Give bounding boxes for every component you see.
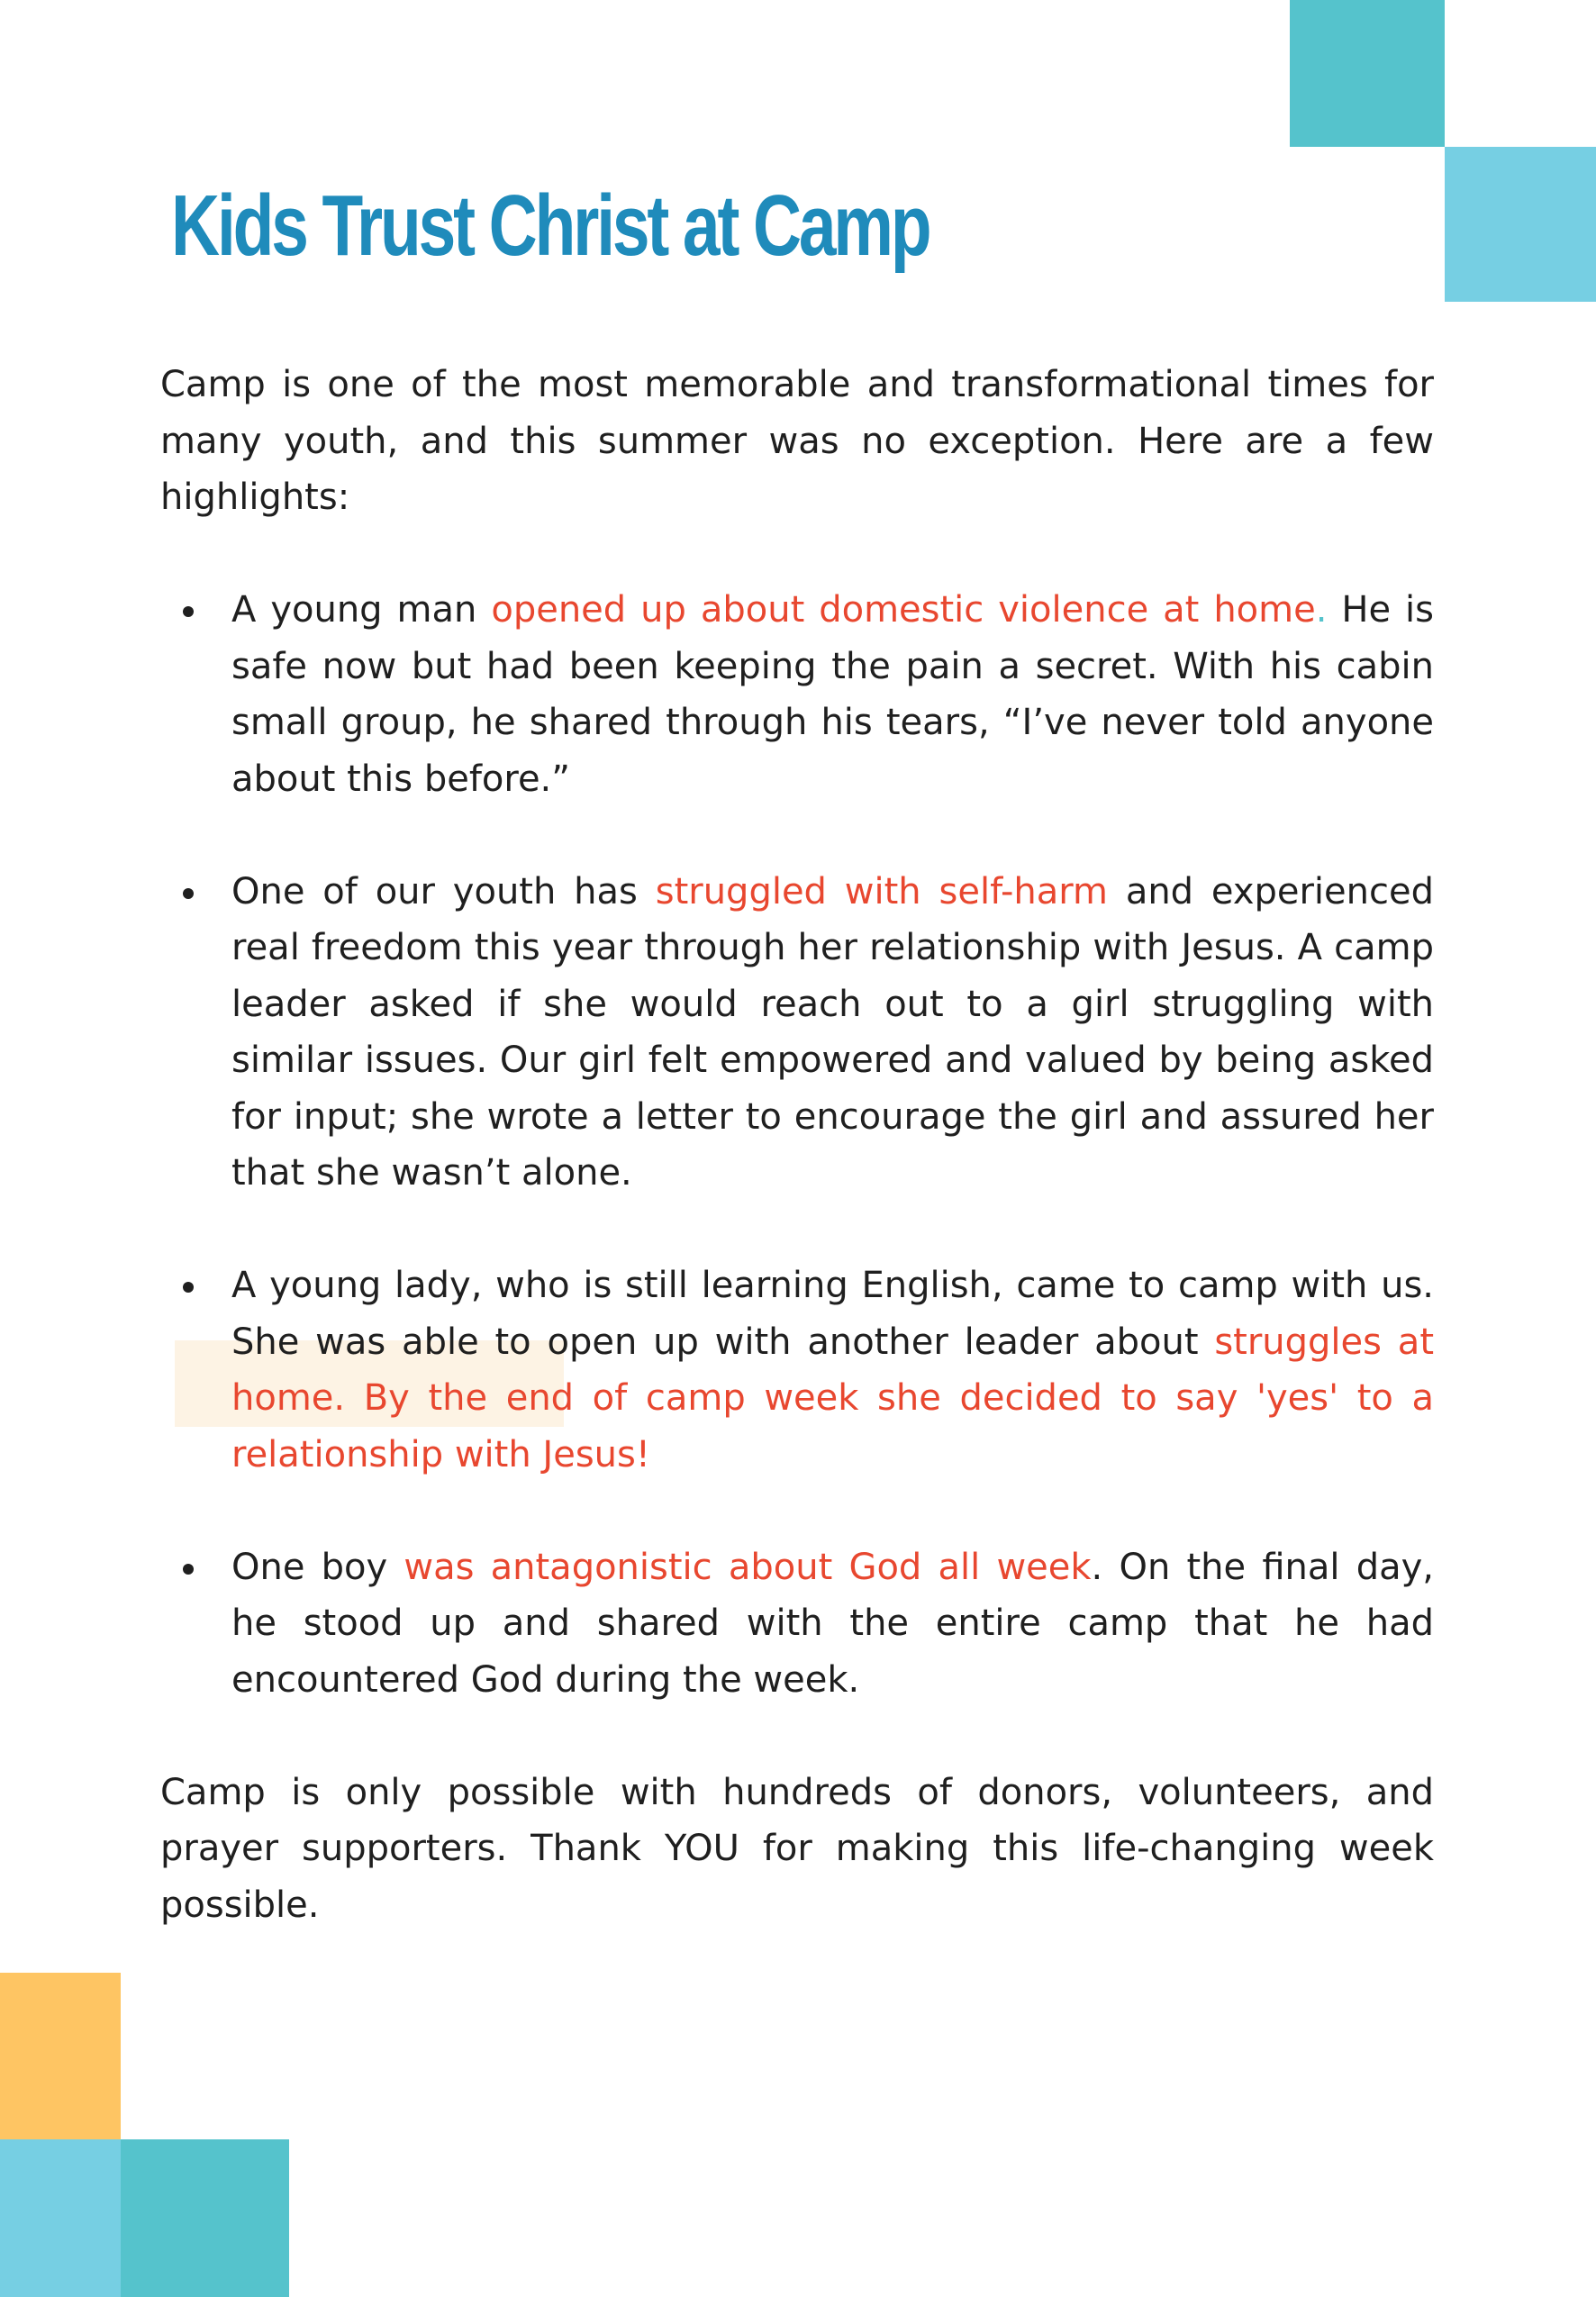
intro-paragraph: Camp is one of the most memorable and transformational times for many youth, and this summer was no exception. Here are a few highlights: [160,364,1434,518]
decor-square-blue-top [1445,147,1596,302]
highlight-emphasis: struggled with self-harm [655,870,1108,912]
highlight-emphasis: was antagonistic about God all week [404,1546,1092,1588]
article-body [160,357,1434,1933]
highlight-emphasis: opened up about domestic violence at home [491,589,1316,631]
highlight-item: A young lady, who is still learning English, came to camp with us. She was able to open up with another leader about struggles at home. By the end of camp week she decided to say 'yes' to a relationship with Jesus! [160,1257,1434,1483]
highlight-emphasis: struggles at home. By the end of camp week she decided to say 'yes' to a relationship with Jesus! [231,1321,1435,1475]
decor-square-teal-bottom [121,2139,289,2297]
highlight-item: One boy was antagonistic about God all week. On the final day, he stood up and shared with the entire camp that he had encountered God during the week. [160,1539,1434,1709]
decor-square-blue-bottom [0,2139,121,2297]
page-title: Kids Trust Christ at Camp [171,177,929,274]
highlight-item: A young man opened up about domestic violence at home. He is safe now but had been keeping the pain a secret. With his cabin small group, he shared through his tears, “I’ve never told anyone about this before.” [160,582,1434,807]
decor-square-yellow-bottom [0,1973,121,2139]
decor-square-teal-top [1290,0,1445,147]
highlight-item: One of our youth has struggled with self-harm and experienced real freedom this year through her relationship with Jesus. A camp leader asked if she would reach out to a girl struggling with similar issues. Our girl felt empowered and valued by being asked for input; she wrote a letter to encourage the girl and assured her that she wasn’t alone. [160,864,1434,1202]
closing-paragraph: Camp is only possible with hundreds of donors, volunteers, and prayer supporters. Thank YOU for making this life-changing week possible. [160,1771,1434,1926]
highlights-list [160,582,1434,1708]
